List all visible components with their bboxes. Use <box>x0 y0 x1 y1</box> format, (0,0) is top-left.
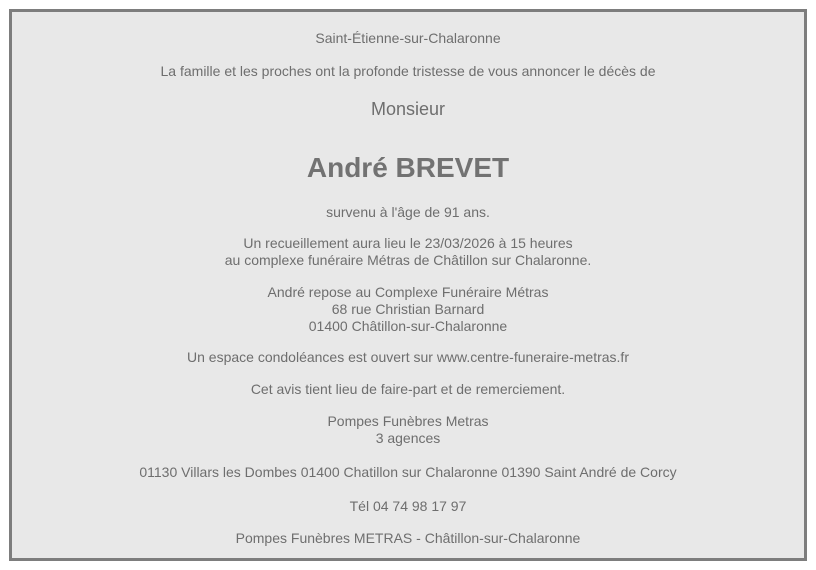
announcement-intro: La famille et les proches ont la profonde tristesse de vous annoncer le décès de <box>160 63 656 79</box>
footer-signature: Pompes Funèbres METRAS - Châtillon-sur-Chalaronne <box>235 530 581 546</box>
ceremony-details <box>12 235 804 269</box>
resting-place-city: 01400 Châtillon-sur-Chalaronne <box>308 318 508 334</box>
company-name: Pompes Funèbres Metras <box>327 413 489 429</box>
death-notice-card <box>9 9 807 561</box>
funeral-company <box>12 413 804 447</box>
city-name: Saint-Étienne-sur-Chalaronne <box>315 30 501 46</box>
ceremony-date-line: Un recueillement aura lieu le 23/03/2026 à 15 heures <box>243 235 573 251</box>
age-at-death: survenu à l'âge de 91 ans. <box>326 204 490 220</box>
civility-title: Monsieur <box>370 99 446 119</box>
agency-addresses: 01130 Villars les Dombes 01400 Chatillon sur Chalaronne 01390 Saint André de Corcy <box>139 464 677 480</box>
phone-number: Tél 04 74 98 17 97 <box>349 498 467 514</box>
resting-place-name: André repose au Complexe Funéraire Métras <box>267 284 549 300</box>
condolences-website: Un espace condoléances est ouvert sur www.centre-funeraire-metras.fr <box>187 349 629 365</box>
deceased-name: André BREVET <box>306 152 510 183</box>
agency-count: 3 agences <box>375 430 441 446</box>
resting-place-details <box>12 284 804 335</box>
resting-place-street: 68 rue Christian Barnard <box>331 301 485 317</box>
thanks-note: Cet avis tient lieu de faire-part et de remerciement. <box>250 381 566 397</box>
ceremony-location-line: au complexe funéraire Métras de Châtillon sur Chalaronne. <box>224 252 592 268</box>
